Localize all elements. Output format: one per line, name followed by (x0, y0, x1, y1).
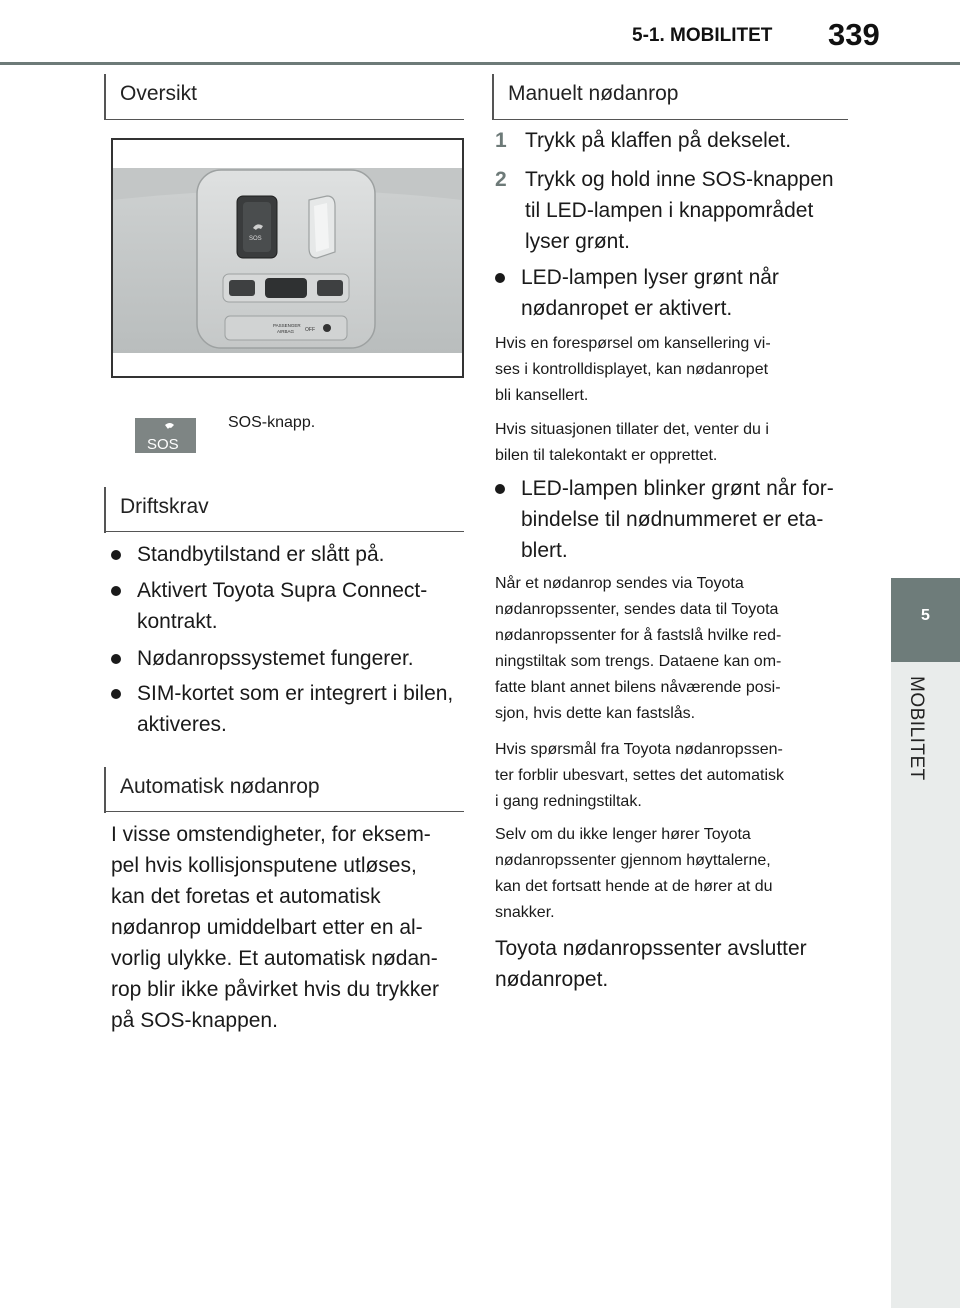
bullet-dot (495, 484, 505, 494)
sos-phone-glyph (165, 423, 174, 429)
header-rule (0, 62, 960, 65)
heading-driftskrav: Driftskrav (104, 487, 209, 533)
step-1: 1 Trykk på klaffen på dekselet. (495, 129, 792, 152)
para-hoyttalerne: Selv om du ikke lenger hører Toyota nødanropssenter gjennom høyttalerne, kan det fortsatt hende at de hører at du snakker. (495, 826, 773, 921)
figure-airbag-label: AIRBAG (277, 329, 295, 334)
step-2: 2 Trykk og hold inne SOS-knappen til LED-lampen i knappområdet lyser grønt. (495, 168, 834, 253)
figure-sos-label: SOS (249, 236, 262, 242)
bullet-dot (111, 586, 121, 596)
list-item: SIM-kortet som er integrert i bilen, aktiveres. (111, 678, 453, 740)
sos-caption: SOS-knapp. (228, 414, 316, 431)
sos-icon-label: SOS (147, 436, 179, 453)
list-item: LED-lampen blinker grønt når for- bindelse til nødnummeret er eta- blert. (495, 473, 834, 566)
center-light-button (265, 278, 307, 298)
heading-automatisk: Automatisk nødanrop (104, 767, 320, 813)
heading-manuelt: Manuelt nødanrop (492, 74, 678, 120)
bullet-dot (111, 689, 121, 699)
para-kansellering: Hvis en forespørsel om kansellering vi- ses i kontrolldisplayet, kan nødanropet bli kansellert. (495, 335, 771, 404)
bullet-dot (495, 273, 505, 283)
figure-off-label: OFF (305, 327, 315, 333)
figure-passenger-label: PASSENGER (273, 323, 301, 328)
bullet-dot (111, 550, 121, 560)
page-number: 339 (828, 17, 880, 52)
sos-button-icon (135, 418, 196, 453)
para-data: Når et nødanrop sendes via Toyota nødanropssenter, sendes data til Toyota nødanropssenter for å fastslå hvilke red- ningstiltak som trengs. Dataene kan om- fatte blant annet bilens nåværende posi- sjon, hvis dette kan fastslås. (495, 575, 782, 722)
bullet-dot (111, 654, 121, 664)
list-item: Aktivert Toyota Supra Connect- kontrakt. (111, 575, 427, 637)
running-header-section: 5-1. MOBILITET (632, 25, 773, 46)
heading-manuelt-rule (492, 119, 848, 120)
right-light-button (317, 280, 343, 296)
chapter-tab-number: 5 (921, 607, 930, 624)
list-item: Nødanropssystemet fungerer. (111, 643, 414, 674)
airbag-off-icon (323, 324, 331, 332)
auto-paragraph: I visse omstendigheter, for eksem- pel hvis kollisjonsputene utløses, kan det foretas et automatisk nødanrop umiddelbart etter en al- vorlig ulykke. Et automatisk nødan- rop blir ikke påvirket hvis du trykker på SOS-knappen. (111, 823, 439, 1032)
para-avslutter: Toyota nødanropssenter avslutter nødanropet. (495, 937, 807, 991)
overhead-console-illustration (113, 140, 462, 376)
para-talekontakt: Hvis situasjonen tillater det, venter du i bilen til talekontakt er opprettet. (495, 421, 769, 464)
list-item: LED-lampen lyser grønt når nødanropet er aktivert. (495, 262, 779, 324)
para-ubesvart: Hvis spørsmål fra Toyota nødanropssen- ter forblir ubesvart, settes det automatisk i gang redningstiltak. (495, 741, 785, 810)
heading-driftskrav-rule (104, 531, 464, 532)
heading-automatisk-rule (104, 811, 464, 812)
left-light-button (229, 280, 255, 296)
list-item: Standbytilstand er slått på. (111, 539, 384, 570)
heading-oversikt-rule (104, 119, 464, 120)
overhead-console-figure (111, 138, 464, 378)
heading-oversikt: Oversikt (104, 74, 197, 120)
chapter-tab-label: MOBILITET (906, 676, 927, 781)
